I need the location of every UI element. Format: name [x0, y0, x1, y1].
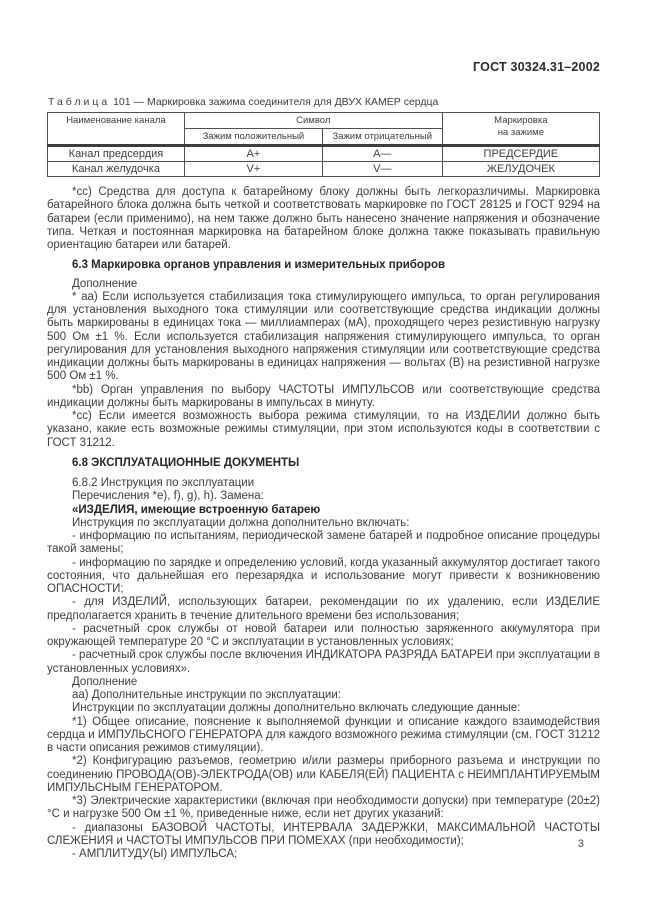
- page-content: [47, 60, 600, 861]
- table-cell-positive: V+: [184, 162, 322, 177]
- table-row: [48, 146, 600, 162]
- page-number: 3: [577, 838, 584, 850]
- table-caption-title: Маркировка зажима соединителя для ДВУХ КАМЕР сердца: [146, 96, 439, 108]
- paragraph: *2) Конфигурацию разъемов, геометрию и/или размеры приборного разъема и инструкции по соединению ПРОВОДА(ОВ)-ЭЛЕКТРОДА(ОВ) или КАБЕЛЯ(ЕЙ) ПАЦИЕНТА с НЕИМПЛАНТИРУЕМЫМ ИМПУЛЬСНЫМ ГЕНЕРАТОРОМ.: [47, 755, 600, 794]
- table-header-row-1: [48, 113, 600, 129]
- paragraph: 6.8.2 Инструкция по эксплуатации: [72, 477, 255, 489]
- paragraph: Инструкция по эксплуатации должна дополнительно включать:: [72, 516, 410, 529]
- paragraph: «ИЗДЕЛИЯ, имеющие встроенную батарею: [72, 503, 321, 516]
- table-cell-channel: Канал предсердия: [48, 146, 185, 162]
- connector-marking-table: [47, 112, 600, 177]
- paragraph: aa) Дополнительные инструкции по эксплуатации:: [72, 689, 341, 701]
- table-cell-negative: A—: [322, 146, 442, 162]
- table-caption: [48, 96, 600, 108]
- table-caption-dash: —: [133, 96, 145, 108]
- paragraph: - информацию по испытаниям, периодической замене батарей и подробное описание процедуры такой замены;: [47, 530, 600, 556]
- table-cell-positive: A+: [184, 146, 322, 162]
- table-cell-negative: V—: [322, 162, 442, 177]
- paragraph: - расчетный срок службы от новой батареи или полностью заряженного аккумулятора при окружающей температуре 20 °С и эксплуатации в установленных условиях;: [47, 622, 600, 648]
- table-caption-number: 101: [113, 96, 131, 108]
- column-header-channel: Наименование канала: [48, 113, 185, 146]
- paragraph: *1) Общее описание, пояснение к выполняемой функции и описание каждого взаимодействия сердца и ИМПУЛЬСНОГО ГЕНЕРАТОРА для каждого возможного режима стимуляции (см. ГОСТ 31212 в части описания режимов стимуляции).: [47, 715, 600, 754]
- paragraph: Дополнение: [72, 675, 138, 688]
- paragraph: * aa) Если используется стабилизация тока стимулирующего импульса, то орган регулирования для установления выходного тока стимуляции или соответствующие средства индикации должны быть маркированы в единицах тока — миллиамперах (мА), проходящего через резистивную нагрузку 500 Ом ±1 %. Если используется стабилизация напряжения стимулирующего импульса, то орган регулирования для установления выходного напряжения стимуляции или соответствующие средства индикации должны быть маркированы в единицах напряжения — вольтах (В) на резистивной нагрузке 500 Ом ±1 %.: [47, 290, 600, 383]
- table-body: [48, 146, 600, 177]
- column-header-marking-line1: Маркировка: [494, 115, 548, 126]
- table-cell-channel: Канал желудочка: [48, 162, 185, 177]
- section-heading: 6.3 Маркировка органов управления и измерительных приборов: [72, 259, 446, 272]
- table-cell-marking: ЖЕЛУДОЧЕК: [442, 162, 599, 177]
- paragraph: - информацию по зарядке и определению условий, когда указанный аккумулятор достигает такого состояния, что дальнейшая его перезарядка и использование могут привести к возникновению ОПАСНОСТИ;: [47, 556, 600, 595]
- document-code: ГОСТ 30324.31–2002: [473, 60, 600, 74]
- paragraph: - для ИЗДЕЛИЙ, использующих батареи, рекомендации по их удалению, если ИЗДЕЛИЕ предполагается хранить в течение длительного времени без использования;: [47, 596, 600, 622]
- paragraph: *3) Электрические характеристики (включая при необходимости допуски) при температуре (20±2) °С и нагрузке 500 Ом ±1 %, приведенные ниже, если нет других указаний:: [47, 795, 600, 821]
- paragraph: Инструкции по эксплуатации должны дополнительно включать следующие данные:: [72, 702, 521, 715]
- paragraph: *bb) Орган управления по выбору ЧАСТОТЫ ИМПУЛЬСОВ или соответствующие средства индикации должны быть маркированы в импульсах в минуту.: [47, 383, 600, 409]
- paragraph: *cc) Средства для доступа к батарейному блоку должны быть легкоразличимы. Маркировка батарейного блока должна быть четкой и соответствовать маркировке по ГОСТ 28125 и ГОСТ 9294 на батареи (если применимо), на нем также должно быть нанесено значение напряжения и обозначение типа. Четкая и постоянная маркировка на батарейном блоке должна также показывать правильную ориентацию батареи или батарей.: [47, 186, 600, 251]
- paragraph: Перечисления *e), f), g), h). Замена:: [72, 490, 264, 503]
- paragraph: - диапазоны БАЗОВОЙ ЧАСТОТЫ, ИНТЕРВАЛА ЗАДЕРЖКИ, МАКСИМАЛЬНОЙ ЧАСТОТЫ СЛЕЖЕНИЯ и ЧАСТОТЫ ИМПУЛЬСОВ ПРИ ПОМЕХАХ (при необходимости);: [47, 821, 600, 847]
- paragraph: Дополнение: [72, 277, 138, 290]
- column-header-marking: [442, 113, 599, 146]
- paragraph: - АМПЛИТУДУ(Ы) ИМПУЛЬСА;: [72, 848, 238, 860]
- table-row: [48, 162, 600, 177]
- column-header-negative: Зажим отрицательный: [322, 129, 442, 146]
- table-cell-marking: ПРЕДСЕРДИЕ: [442, 146, 599, 162]
- document-body: [47, 186, 600, 861]
- paragraph: - расчетный срок службы после включения ИНДИКАТОРА РАЗРЯДА БАТАРЕИ при эксплуатации в установленных условиях».: [47, 649, 600, 675]
- table-caption-label: Таблица: [48, 96, 111, 108]
- column-header-marking-line2: на зажиме: [497, 127, 544, 138]
- column-header-symbol: Символ: [184, 113, 442, 129]
- section-heading: 6.8 ЭКСПЛУАТАЦИОННЫЕ ДОКУМЕНТЫ: [72, 456, 300, 469]
- column-header-positive: Зажим положительный: [184, 129, 322, 146]
- paragraph: *cc) Если имеется возможность выбора режима стимуляции, то на ИЗДЕЛИИ должно быть указано, какие есть возможные режимы стимуляции, при этом используются коды в соответствии с ГОСТ 31212.: [47, 410, 600, 449]
